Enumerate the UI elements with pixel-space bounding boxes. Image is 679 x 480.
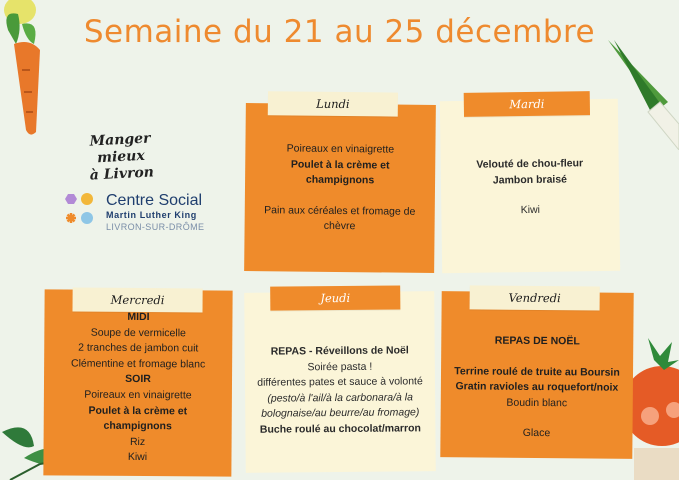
logo-mark-icon — [60, 192, 102, 234]
menu-item: Riz — [129, 435, 146, 448]
card-mardi — [440, 96, 620, 273]
logo-line-3: LIVRON-SUR-DRÔME — [106, 222, 205, 232]
menu-item: Clémentine et fromage blanc — [70, 357, 206, 371]
menu-item: Terrine roulé de truite au Boursin — [454, 364, 620, 379]
menu-item: REPAS DE NOËL — [494, 334, 580, 348]
tab-mardi: Mardi — [464, 91, 590, 117]
menu-item: champignons — [103, 419, 172, 433]
menu-item: Poulet à la crème et — [290, 158, 390, 172]
slogan-line-2: à Livron — [89, 164, 155, 184]
menu-item: bolognaise/au beurre/au fromage) — [261, 406, 420, 421]
menu-item: Jambon braisé — [492, 173, 568, 187]
menu-item: Glace — [522, 427, 551, 440]
card-jeudi — [244, 291, 436, 473]
menu-item: (pesto/à l'ail/à la carbonara/à la — [267, 391, 413, 405]
menu-item: chèvre — [323, 220, 356, 233]
menu-item: différentes pates et sauce à volonté — [257, 375, 423, 389]
tab-jeudi: Jeudi — [270, 285, 400, 310]
menu-item: Velouté de chou-fleur — [476, 157, 584, 171]
menu-item: Poireaux en vinaigrette — [286, 142, 395, 156]
logo-line-1: Centre Social — [106, 192, 203, 209]
card-lundi — [244, 96, 436, 273]
menu-mardi — [441, 156, 620, 220]
menu-item: MIDI — [127, 310, 150, 324]
tab-mercredi: Mercredi — [72, 288, 202, 313]
menu-item: Boudin blanc — [506, 396, 568, 410]
menu-item: Kiwi — [520, 204, 541, 217]
menu-item: Poulet à la crème et — [88, 404, 188, 417]
menu-item: champignons — [305, 173, 375, 187]
page-title: Semaine du 21 au 25 décembre — [83, 14, 596, 50]
card-mercredi — [43, 289, 232, 476]
menu-mercredi — [43, 309, 232, 466]
menu-jeudi — [245, 343, 436, 438]
menu-item: 2 tranches de jambon cuit — [78, 341, 199, 355]
menu-item: Buche roulé au chocolat/marron — [259, 422, 421, 436]
menu-vendredi — [440, 333, 633, 443]
menu-item: Pain aux céréales et fromage de — [264, 203, 416, 218]
menu-item: Soupe de vermicelle — [90, 326, 186, 339]
menu-item: Poireaux en vinaigrette — [84, 388, 192, 402]
menu-lundi — [245, 141, 436, 236]
slogan — [65, 129, 178, 186]
tab-lundi: Lundi — [268, 91, 398, 116]
card-vendredi — [440, 291, 633, 459]
leek-illustration — [608, 40, 679, 150]
menu-item: SOIR — [125, 373, 151, 386]
slogan-line-1: Manger mieux — [89, 130, 151, 167]
logo-line-2: Martin Luther King — [106, 210, 197, 220]
logo — [106, 192, 204, 233]
menu-item: Soirée pasta ! — [307, 360, 373, 373]
menu-item: REPAS - Réveillons de Noël — [270, 344, 409, 358]
menu-item: Kiwi — [127, 451, 148, 464]
tab-vendredi: Vendredi — [470, 285, 600, 310]
menu-item: Gratin ravioles au roquefort/noix — [455, 380, 619, 394]
